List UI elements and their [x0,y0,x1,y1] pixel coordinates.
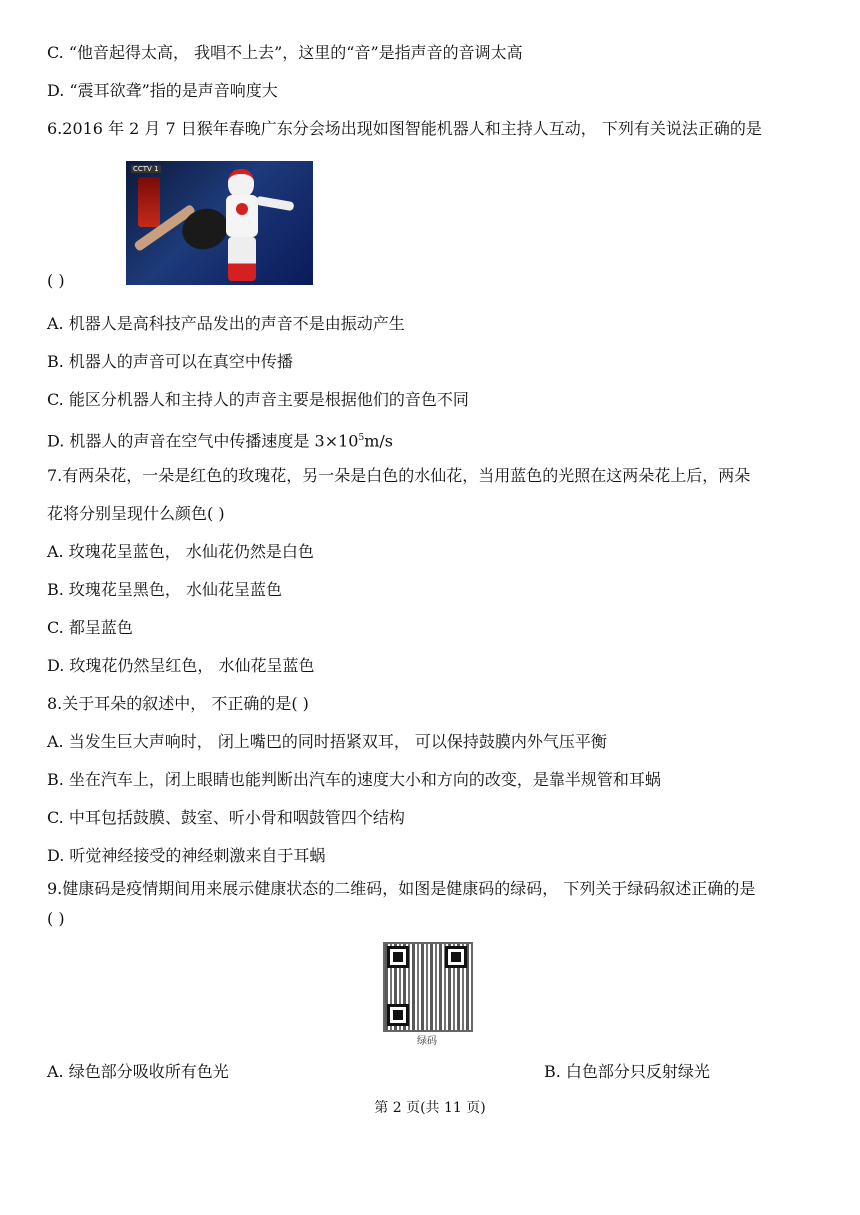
question-7-option-d: D. 玫瑰花仍然呈红色， 水仙花呈蓝色 [47,656,315,675]
option-c-line: C. “他音起得太高， 我唱不上去”，这里的“音”是指声音的音调太高 [47,43,523,62]
question-9-option-b: B. 白色部分只反射绿光 [544,1062,710,1081]
robot-chest-light [236,203,248,215]
option-d-line: D. “震耳欲聋”指的是声音响度大 [47,81,278,100]
qr-finder-top-left [387,946,409,968]
question-6-option-b: B. 机器人的声音可以在真空中传播 [47,352,293,371]
question-6-option-c: C. 能区分机器人和主持人的声音主要是根据他们的音色不同 [47,390,469,409]
question-6-option-d [47,427,393,452]
qr-finder-bottom-left [387,1004,409,1026]
question-9-option-a: A. 绿色部分吸收所有色光 [47,1062,229,1081]
question-7-stem: 7.有两朵花，一朵是红色的玫瑰花，另一朵是白色的水仙花，当用蓝色的光照在这两朵花上后，两朵 [47,466,751,485]
robot-arm [256,196,295,211]
robot-legs [228,237,256,281]
question-7-stem-cont: 花将分别呈现什么颜色( ) [47,504,225,523]
qr-finder-top-right [445,946,467,968]
question-6-stem: 6.2016 年 2 月 7 日猴年春晚广东分会场出现如图智能机器人和主持人互动， 下列有关说法正确的是 [47,119,762,138]
question-9-stem: 9.健康码是疫情期间用来展示健康状态的二维码，如图是健康码的绿码， 下列关于绿码叙述正确的是 [47,879,756,898]
option-d-text: D. 机器人的声音在空气中传播速度是 3×10 [47,431,359,451]
exponent: 5 [358,433,365,443]
unit-text: m/s [364,431,393,451]
robot-host-photo [126,161,313,285]
question-8-option-b: B. 坐在汽车上，闭上眼睛也能判断出汽车的速度大小和方向的改变，是靠半规管和耳蜗 [47,770,661,789]
question-8-stem: 8.关于耳朵的叙述中， 不正确的是( ) [47,694,309,713]
robot-body [226,195,258,237]
question-7-option-c: C. 都呈蓝色 [47,618,133,637]
question-8-option-a: A. 当发生巨大声响时， 闭上嘴巴的同时捂紧双耳， 可以保持鼓膜内外气压平衡 [47,732,607,751]
question-9-paren: ( ) [47,909,65,928]
question-8-option-d: D. 听觉神经接受的神经刺激来自于耳蜗 [47,846,326,865]
question-7-option-a: A. 玫瑰花呈蓝色， 水仙花仍然是白色 [47,542,314,561]
red-banner [138,177,160,227]
cctv-logo: CCTV 1 [133,165,159,173]
question-6-paren: ( ) [47,271,65,290]
page-footer: 第 2 页(共 11 页) [374,1100,486,1116]
question-7-option-b: B. 玫瑰花呈黑色， 水仙花呈蓝色 [47,580,283,599]
question-6-option-a: A. 机器人是高科技产品发出的声音不是由振动产生 [47,314,405,333]
health-qr-code-figure [379,940,475,1052]
qr-caption: 绿码 [417,1036,437,1047]
robot-head [228,169,254,198]
question-8-option-c: C. 中耳包括鼓膜、鼓室、听小骨和咽鼓管四个结构 [47,808,405,827]
